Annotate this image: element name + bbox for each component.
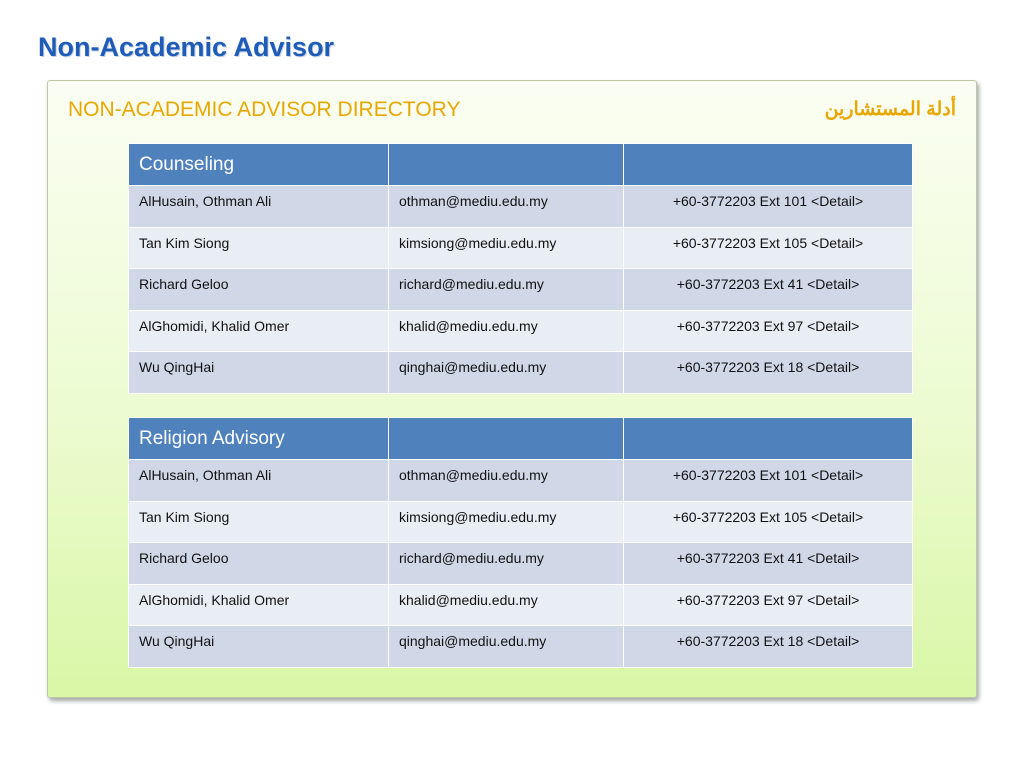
advisor-email[interactable]: richard@mediu.edu.my xyxy=(389,543,624,585)
table-header-row xyxy=(129,144,913,186)
table-row xyxy=(129,460,913,502)
advisor-email[interactable]: othman@mediu.edu.my xyxy=(389,460,624,502)
advisor-phone[interactable]: +60-3772203 Ext 105 <Detail> xyxy=(624,501,913,543)
table-header-title: Counseling xyxy=(129,144,389,186)
table-header-cell xyxy=(624,418,913,460)
advisor-email[interactable]: qinghai@mediu.edu.my xyxy=(389,352,624,394)
advisor-phone[interactable]: +60-3772203 Ext 105 <Detail> xyxy=(624,227,913,269)
directory-panel xyxy=(47,80,977,698)
advisor-phone[interactable]: +60-3772203 Ext 18 <Detail> xyxy=(624,626,913,668)
advisor-phone[interactable]: +60-3772203 Ext 97 <Detail> xyxy=(624,310,913,352)
advisor-phone[interactable]: +60-3772203 Ext 101 <Detail> xyxy=(624,186,913,228)
table-header-cell xyxy=(389,418,624,460)
advisor-phone[interactable]: +60-3772203 Ext 41 <Detail> xyxy=(624,543,913,585)
advisor-email[interactable]: othman@mediu.edu.my xyxy=(389,186,624,228)
table-row xyxy=(129,186,913,228)
table-row xyxy=(129,310,913,352)
advisor-name: Tan Kim Siong xyxy=(129,227,389,269)
advisor-name: AlGhomidi, Khalid Omer xyxy=(129,584,389,626)
advisor-phone[interactable]: +60-3772203 Ext 18 <Detail> xyxy=(624,352,913,394)
advisor-name: AlHusain, Othman Ali xyxy=(129,460,389,502)
advisor-email[interactable]: khalid@mediu.edu.my xyxy=(389,310,624,352)
table-row xyxy=(129,269,913,311)
table-header-cell xyxy=(624,144,913,186)
advisor-name: Richard Geloo xyxy=(129,269,389,311)
advisor-email[interactable]: khalid@mediu.edu.my xyxy=(389,584,624,626)
advisor-name: Wu QingHai xyxy=(129,352,389,394)
advisor-phone[interactable]: +60-3772203 Ext 101 <Detail> xyxy=(624,460,913,502)
table-row xyxy=(129,501,913,543)
advisor-name: Wu QingHai xyxy=(129,626,389,668)
advisor-name: AlGhomidi, Khalid Omer xyxy=(129,310,389,352)
directory-title: NON-ACADEMIC ADVISOR DIRECTORY xyxy=(68,98,461,121)
advisor-name: Richard Geloo xyxy=(129,543,389,585)
table-row xyxy=(129,543,913,585)
advisor-email[interactable]: kimsiong@mediu.edu.my xyxy=(389,227,624,269)
advisor-name: AlHusain, Othman Ali xyxy=(129,186,389,228)
table-row xyxy=(129,352,913,394)
advisor-phone[interactable]: +60-3772203 Ext 97 <Detail> xyxy=(624,584,913,626)
table-header-cell xyxy=(389,144,624,186)
advisor-email[interactable]: qinghai@mediu.edu.my xyxy=(389,626,624,668)
advisor-phone[interactable]: +60-3772203 Ext 41 <Detail> xyxy=(624,269,913,311)
slide-title: Non-Academic Advisor xyxy=(38,32,335,62)
table-row xyxy=(129,626,913,668)
table-row xyxy=(129,227,913,269)
directory-arabic-title: أدلة المستشارين xyxy=(824,99,956,120)
table-row xyxy=(129,584,913,626)
religion-advisory-table xyxy=(128,417,913,668)
table-header-row xyxy=(129,418,913,460)
advisor-email[interactable]: kimsiong@mediu.edu.my xyxy=(389,501,624,543)
table-header-title: Religion Advisory xyxy=(129,418,389,460)
counseling-table xyxy=(128,143,913,394)
advisor-email[interactable]: richard@mediu.edu.my xyxy=(389,269,624,311)
advisor-name: Tan Kim Siong xyxy=(129,501,389,543)
